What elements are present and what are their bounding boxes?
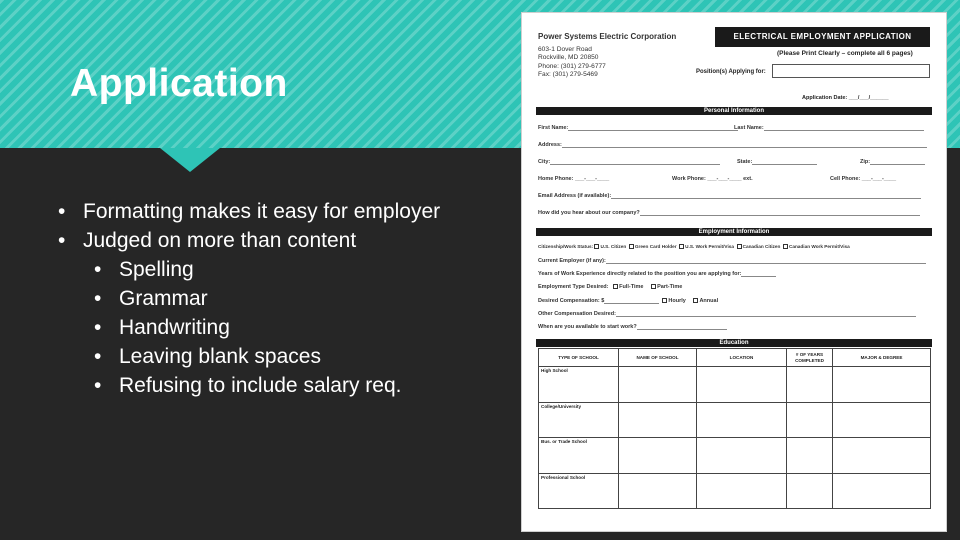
field-compensation: Desired Compensation: $ Hourly Annual (538, 298, 719, 304)
position-box (772, 64, 930, 78)
education-table (538, 348, 931, 509)
sub-bullet-item (94, 284, 498, 313)
table-row (539, 438, 931, 474)
checkbox (629, 244, 634, 249)
checkbox (693, 298, 698, 303)
field-employment-type: Employment Type Desired: Full-Time Part-Time (538, 284, 683, 290)
address-line: Rockville, MD 20850 (538, 54, 599, 62)
sub-bullet-item (94, 371, 498, 400)
bullet-text: Grammar (119, 287, 208, 310)
section-personal: Personal Information (536, 107, 932, 115)
field-citizenship: Citizenship/Work Status: U.S. Citizen Green Card Holder U.S. Work Permit/Visa Canadian Citizen Canadian Work Permit/Visa (538, 244, 850, 249)
education-header: LOCATION (697, 349, 787, 367)
sub-bullet-item (94, 342, 498, 371)
form-instructions: (Please Print Clearly – complete all 6 pages) (777, 50, 913, 57)
bullet-icon: • (94, 258, 102, 281)
section-employment: Employment Information (536, 228, 932, 236)
bullet-icon: • (94, 316, 102, 339)
bullet-text: Judged on more than content (83, 229, 357, 252)
education-header: # OF YEARS COMPLETED (787, 349, 833, 367)
table-row (539, 402, 931, 438)
school-type: College/University (539, 402, 619, 438)
field-other-compensation: Other Compensation Desired: (538, 311, 916, 317)
sub-bullet-item (94, 313, 498, 342)
bullet-icon: • (58, 200, 66, 223)
bullet-item (58, 197, 498, 226)
checkbox (783, 244, 788, 249)
checkbox (651, 284, 656, 289)
bullet-text: Refusing to include salary req. (119, 374, 402, 397)
application-date: Application Date: ___/___/______ (802, 95, 889, 101)
bullet-text: Formatting makes it easy for employer (83, 200, 441, 223)
school-type: High School (539, 367, 619, 403)
field-email: Email Address (if available): (538, 193, 921, 199)
education-header: MAJOR & DEGREE (833, 349, 931, 367)
bullet-text: Spelling (119, 258, 194, 281)
table-row (539, 367, 931, 403)
header-notch (160, 148, 220, 172)
field-years-experience: Years of Work Experience directly related to the position you are applying for: (538, 271, 776, 277)
field-home-phone: Home Phone: ___-___-____ (538, 176, 610, 182)
field-how-heard: How did you hear about our company? (538, 210, 920, 216)
checkbox (594, 244, 599, 249)
bullet-list (58, 197, 498, 400)
field-first-name: First Name: (538, 125, 738, 131)
company-address (538, 46, 606, 80)
checkbox (662, 298, 667, 303)
school-type: Professional School (539, 473, 619, 509)
bullet-icon: • (94, 345, 102, 368)
sub-bullet-item (94, 255, 498, 284)
field-city: City: (538, 159, 720, 165)
bullet-icon: • (94, 287, 102, 310)
bullet-item (58, 226, 498, 255)
bullet-icon: • (94, 374, 102, 397)
field-last-name: Last Name: (734, 125, 924, 131)
checkbox (679, 244, 684, 249)
address-line: 603-1 Dover Road (538, 46, 592, 53)
company-name: Power Systems Electric Corporation (538, 32, 677, 41)
slide-title: Application (70, 62, 288, 105)
field-start-date: When are you available to start work? (538, 324, 727, 330)
application-form-image (521, 12, 947, 532)
field-zip: Zip: (860, 159, 925, 165)
field-address: Address: (538, 142, 927, 148)
checkbox (737, 244, 742, 249)
bullet-text: Handwriting (119, 316, 230, 339)
checkbox (613, 284, 618, 289)
bullet-text: Leaving blank spaces (119, 345, 321, 368)
bullet-icon: • (58, 229, 66, 252)
address-line: Phone: (301) 279-6777 (538, 62, 606, 70)
table-row (539, 473, 931, 509)
position-label: Position(s) Applying for: (696, 69, 766, 75)
address-line: Fax: (301) 279-5469 (538, 71, 598, 79)
field-current-employer: Current Employer (if any): (538, 258, 926, 264)
school-type: Bus. or Trade School (539, 438, 619, 474)
section-education: Education (536, 339, 932, 347)
education-header: NAME OF SCHOOL (619, 349, 697, 367)
field-work-phone: Work Phone: ___-___-____ ext. (672, 176, 753, 182)
field-cell-phone: Cell Phone: ___-___-____ (830, 176, 897, 182)
education-header: TYPE OF SCHOOL (539, 349, 619, 367)
form-title: ELECTRICAL EMPLOYMENT APPLICATION (715, 27, 930, 47)
field-state: State: (737, 159, 817, 165)
